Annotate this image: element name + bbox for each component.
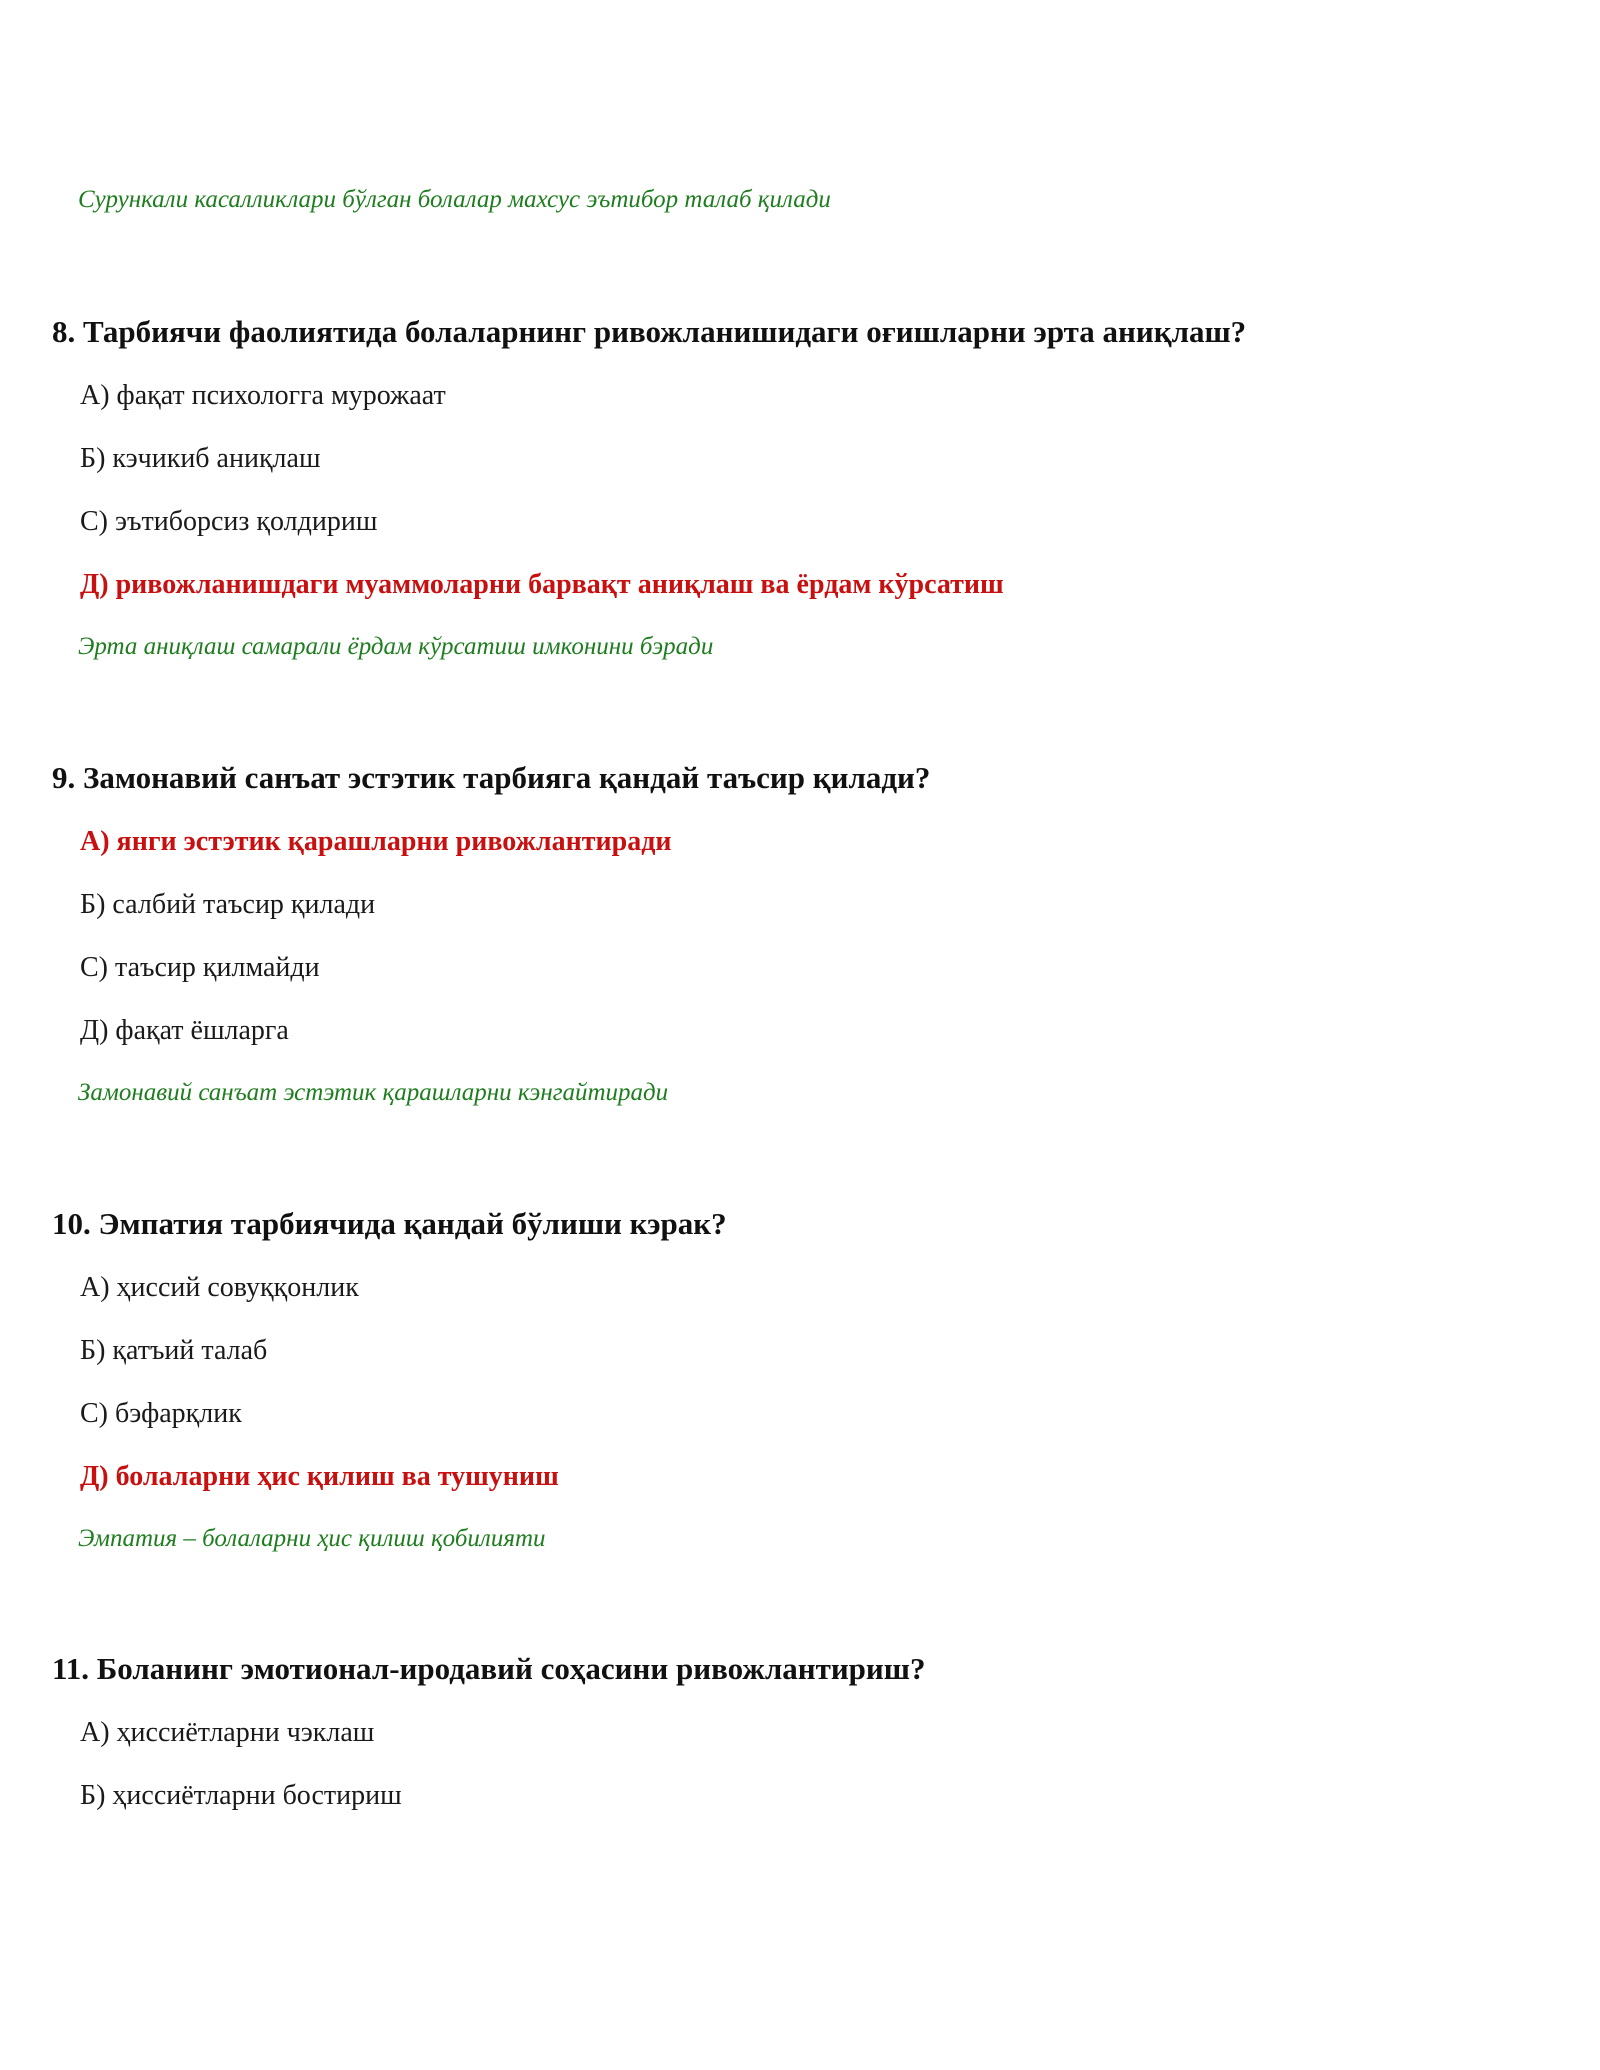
question-9-title: 9. Замонавий санъат эстэтик тарбияга қандай таъсир қилади? [52, 760, 931, 795]
question-8-option-d-correct: Д) ривожланишдаги муаммоларни барвақт аниқлаш ва ёрдам кўрсатиш [80, 569, 1004, 600]
question-10-option-d-correct: Д) болаларни ҳис қилиш ва тушуниш [80, 1461, 559, 1492]
question-10-option-b: Б) қатъий талаб [80, 1335, 268, 1366]
question-10-explanation: Эмпатия – болаларни ҳис қилиш қобилияти [78, 1525, 546, 1552]
question-11-title: 11. Боланинг эмотионал-иродавий соҳасини ривожлантириш? [52, 1651, 926, 1686]
question-10-option-c: С) бэфарқлик [80, 1398, 242, 1429]
question-8-explanation: Эрта аниқлаш самарали ёрдам кўрсатиш имконини бэради [78, 633, 714, 660]
question-9-option-d: Д) фақат ёшларга [80, 1015, 289, 1046]
question-11-option-b: Б) ҳиссиётларни бостириш [80, 1780, 402, 1811]
question-9-option-c: С) таъсир қилмайди [80, 952, 320, 983]
question-8-option-a: А) фақат психологга мурожаат [80, 380, 446, 411]
explanation-text: Сурункали касалликлари бўлган болалар махсус эътибор талаб қилади [78, 186, 831, 213]
question-8-title: 8. Тарбиячи фаолиятида болаларнинг ривожланишидаги оғишларни эрта аниқлаш? [52, 314, 1247, 349]
question-8-option-c: С) эътиборсиз қолдириш [80, 506, 378, 537]
question-8-option-b: Б) кэчикиб аниқлаш [80, 443, 321, 474]
question-10-title: 10. Эмпатия тарбиячида қандай бўлиши кэрак? [52, 1206, 727, 1241]
question-9-explanation: Замонавий санъат эстэтик қарашларни кэнгайтиради [78, 1079, 669, 1106]
question-9-option-b: Б) салбий таъсир қилади [80, 889, 376, 920]
question-10-option-a: А) ҳиссий совуққонлик [80, 1272, 359, 1303]
question-9-option-a-correct: А) янги эстэтик қарашларни ривожлантиради [80, 826, 672, 857]
question-11-option-a: А) ҳиссиётларни чэклаш [80, 1717, 375, 1748]
